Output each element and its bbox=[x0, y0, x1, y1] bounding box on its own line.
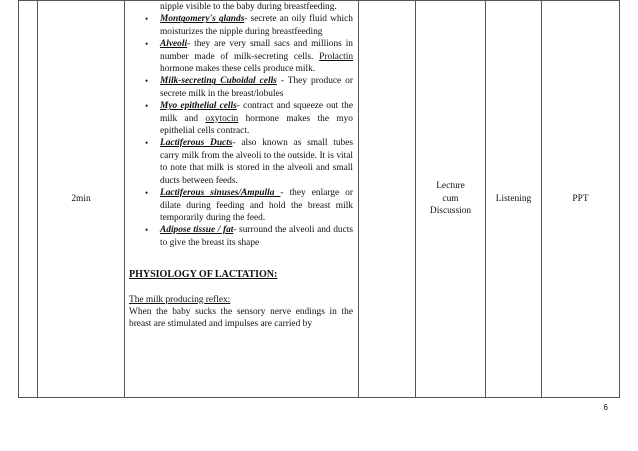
list-item: • Lactiferous Ducts- also known as small tubes carry milk from the alveoli to the outside. It is vital to note that milk is stored in the alveoli and small ducts between feeds. bbox=[160, 137, 353, 187]
list-item: • Lactiferous sinuses/Ampulla - they enlarge or dilate during feeding and hold the breast milk temporarily during the feed. bbox=[160, 187, 353, 224]
empty-cell bbox=[359, 1, 416, 398]
time-text: 2min bbox=[71, 193, 91, 204]
method-cell: Lecture cum Discussion bbox=[416, 1, 486, 398]
table-row bbox=[19, 1, 620, 398]
subheading: The milk producing reflex: bbox=[129, 294, 231, 305]
list-item: • Montgomery's glands- secrete an oily fluid which moisturizes the nipple during breastfeeding bbox=[160, 13, 353, 38]
breast-structure-list bbox=[129, 13, 353, 249]
page-number: 6 bbox=[603, 403, 608, 412]
list-item: • Alveoli- they are very small sacs and millions in number made of milk-secreting cells. Prolactin hormone makes these cells produce milk. bbox=[160, 38, 353, 75]
lesson-plan-table bbox=[18, 0, 620, 398]
list-item: • Myo epithelial cells- contract and squeeze out the milk and oxytocin hormone makes the myo epithelial cells contract. bbox=[160, 100, 353, 137]
time-cell bbox=[38, 1, 125, 398]
activity-cell: Listening bbox=[486, 1, 542, 398]
list-item: • Adipose tissue / fat- surround the alveoli and ducts to give the breast its shape bbox=[160, 224, 353, 249]
content-cell bbox=[125, 1, 359, 398]
section-heading: PHYSIOLOGY OF LACTATION: bbox=[129, 269, 278, 281]
paragraph: When the baby sucks the sensory nerve endings in the breast are stimulated and impulses are carried by bbox=[129, 306, 353, 330]
top-fragment: nipple visible to the baby during breastfeeding. bbox=[160, 2, 337, 12]
aid-cell: PPT bbox=[542, 1, 620, 398]
list-item: • Milk-secreting Cuboidal cells - They produce or secrete milk in the breast/lobules bbox=[160, 75, 353, 100]
serial-cell bbox=[19, 1, 38, 398]
